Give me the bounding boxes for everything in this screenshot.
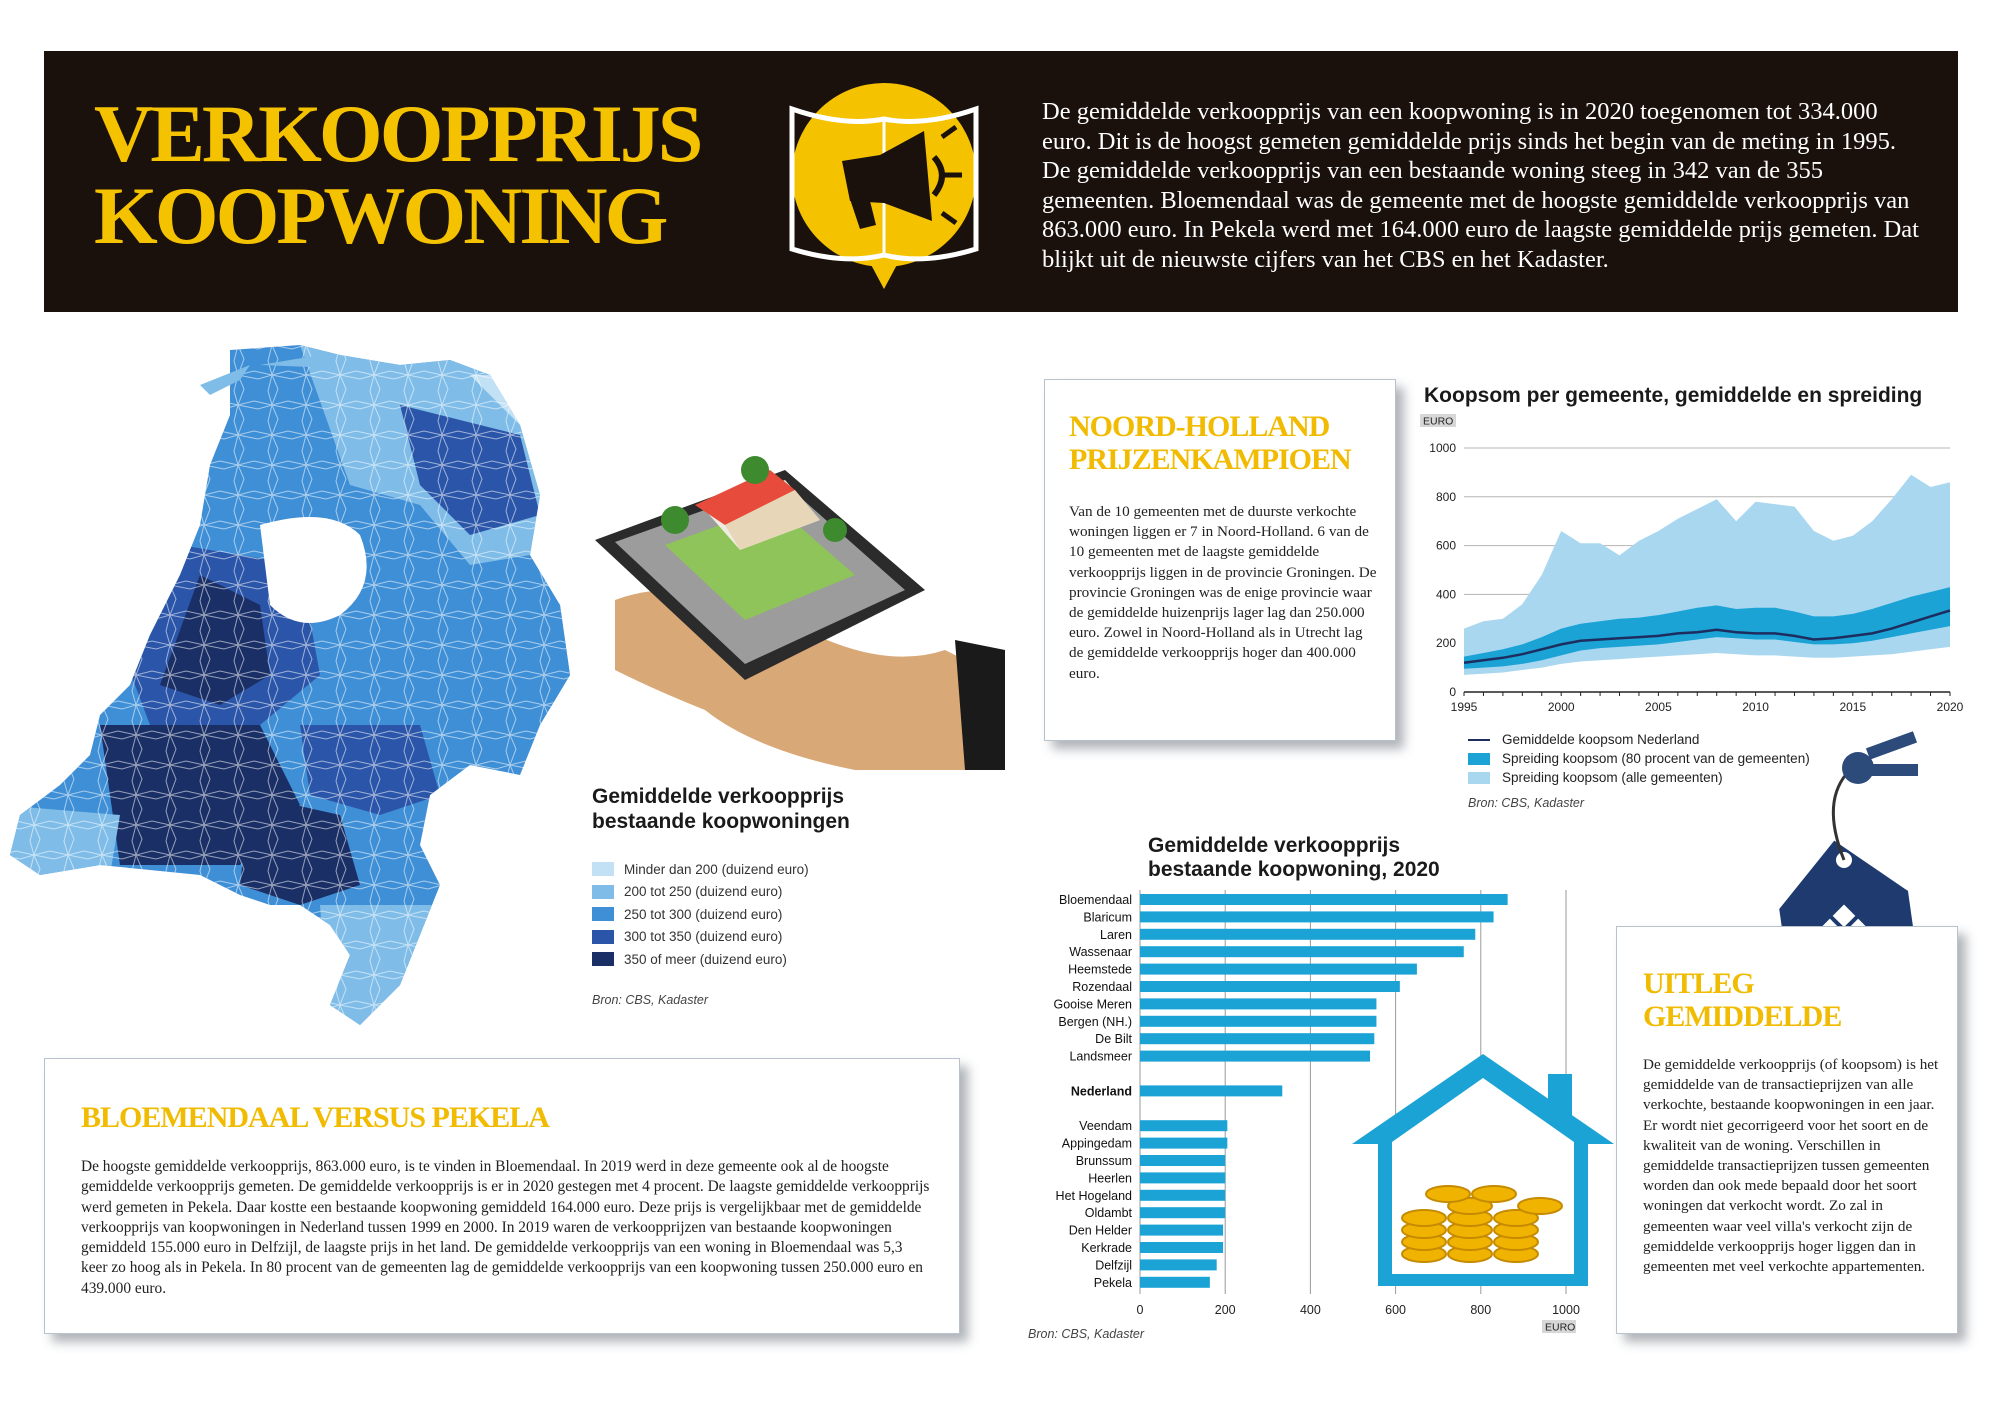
house-coins-illustration	[1352, 1054, 1614, 1286]
bar	[1140, 1172, 1225, 1183]
noord-title-line-2: PRIJZENKAMPIOEN	[1069, 443, 1351, 476]
bar	[1140, 998, 1376, 1009]
bar	[1140, 1155, 1225, 1166]
uitleg-text: De gemiddelde verkoopprijs (of koopsom) is het gemiddelde van de transactieprijzen van alle verkochte, bestaande koopwoningen in een jaar. Er wordt niet gecorrigeerd voor het soort en de kwaliteit van de woning. Verschillen in gemiddelde transactieprijzen tussen gemeenten worden dan ook mede bepaald door het soort woningen dat verkocht wordt. Zo zal in gemeenten waar veel villa's verkocht zijn de gemiddelde verkoopprijs hoger liggen dan in gemeenten met veel verkochte appartementen.	[1643, 1056, 1939, 1276]
noord-holland-title	[1069, 410, 1351, 476]
x-tick-label: 2005	[1645, 700, 1672, 714]
map-legend-swatch	[592, 930, 614, 944]
y-tick-label: 400	[1435, 587, 1456, 602]
area-legend-label: Spreiding koopsom (alle gemeenten)	[1502, 770, 1723, 785]
page-title	[94, 88, 701, 261]
noord-title-line-1: NOORD-HOLLAND	[1069, 410, 1330, 443]
x-tick-label: 2000	[1547, 700, 1575, 714]
category-label: Bergen (NH.)	[1058, 1014, 1132, 1029]
category-label: Rozendaal	[1072, 980, 1132, 994]
x-tick-label: 2015	[1839, 700, 1867, 714]
map-legend-swatch	[592, 952, 614, 966]
area-legend-swatch	[1468, 753, 1490, 765]
map-legend-title-line-2: bestaande koopwoningen	[592, 810, 850, 833]
bar	[1140, 1190, 1225, 1201]
map-legend	[592, 784, 972, 1007]
bar	[1140, 1051, 1370, 1062]
category-label: Delfzijl	[1095, 1258, 1132, 1273]
x-tick-label: 800	[1470, 1303, 1492, 1317]
title-line-1: VERKOOPPRIJS	[94, 88, 701, 179]
bloemendaal-title: BLOEMENDAAL VERSUS PEKELA	[81, 1101, 549, 1134]
x-tick-label: 2010	[1742, 700, 1769, 714]
area-legend-item	[1468, 749, 1810, 768]
x-tick-label: 1995	[1450, 700, 1478, 714]
uitleg-title-line-2: GEMIDDELDE	[1643, 1000, 1842, 1033]
bar	[1140, 946, 1464, 957]
map-source: Bron: CBS, Kadaster	[592, 992, 709, 1007]
category-label: Bloemendaal	[1059, 893, 1132, 907]
uitleg-title-line-1: UITLEG	[1643, 967, 1754, 1000]
category-label: Appingedam	[1061, 1136, 1132, 1151]
bar	[1140, 1207, 1225, 1218]
bloemendaal-text: De hoogste gemiddelde verkoopprijs, 863.000 euro, is te vinden in Bloemendaal. In 2019 werd in deze gemeente ook al de hoogste gemiddelde verkoopprijs gemeten. De gemiddelde verkoopprijs is er in 2020 gestegen met 4 procent. De laagste gemiddelde verkoopprijs werd gemeten in Pekela. Daar kostte een bestaande koopwoning gemiddeld 164.000 euro. Deze prijs is vergelijkbaar met de gemiddelde verkoopprijs van koopwoningen in Nederland tussen 1999 en 2000. In 2019 waren de verkoopprijzen van bestaande koopwoningen gemiddeld 155.000 euro in Delfzijl, de laagste prijs in het land. De gemiddelde verkoopprijs van een woning in Bloemendaal was 5,3 keer zo hoog als in Pekela. In 80 procent van de gemeenten lag de gemiddelde verkoopprijs van een koopwoning tussen 250.000 euro en 439.000 euro.	[81, 1158, 930, 1297]
map-legend-swatch	[592, 885, 614, 899]
area-legend-item	[1468, 730, 1810, 749]
bar	[1140, 1225, 1223, 1236]
category-label: Gooise Meren	[1053, 997, 1132, 1012]
category-label: Heerlen	[1088, 1171, 1132, 1186]
bar-title-line-2: bestaande koopwoning, 2020	[1148, 858, 1440, 881]
category-label: Heemstede	[1068, 962, 1132, 977]
map-legend-label: 350 of meer (duizend euro)	[624, 951, 787, 967]
bar	[1140, 1120, 1227, 1131]
area-legend-swatch	[1468, 772, 1490, 784]
category-label: Pekela	[1093, 1275, 1132, 1290]
area-legend-label: Spreiding koopsom (80 procent van de gemeenten)	[1502, 751, 1810, 766]
title-line-2: KOOPWONING	[94, 170, 666, 261]
y-tick-label: 200	[1435, 636, 1456, 651]
area-legend-item	[1468, 768, 1810, 787]
category-label: Het Hogeland	[1055, 1188, 1132, 1203]
unit-label: EURO	[1423, 415, 1454, 428]
map-legend-title-line-1: Gemiddelde verkoopprijs	[592, 785, 845, 808]
x-tick-label: 1000	[1552, 1303, 1580, 1317]
map-legend-item	[592, 948, 972, 971]
phone-house-illustration	[555, 450, 1005, 770]
map-legend-label: 250 tot 300 (duizend euro)	[624, 906, 783, 922]
bar-title-line-1: Gemiddelde verkoopprijs	[1148, 834, 1401, 857]
category-label: Laren	[1100, 927, 1132, 942]
y-tick-label: 800	[1435, 489, 1456, 504]
header-banner	[44, 51, 1958, 312]
area-chart-legend	[1468, 730, 1810, 787]
map-legend-label: 200 tot 250 (duizend euro)	[624, 884, 783, 900]
megaphone-icon	[784, 79, 984, 289]
bar-chart-title	[1148, 834, 1440, 882]
category-label: Kerkrade	[1081, 1241, 1132, 1255]
area-chart-source: Bron: CBS, Kadaster	[1468, 796, 1585, 810]
x-tick-label: 600	[1385, 1303, 1407, 1317]
y-tick-label: 600	[1435, 538, 1456, 553]
category-label: De Bilt	[1095, 1032, 1132, 1047]
bar	[1140, 929, 1475, 940]
category-label: Brunssum	[1075, 1154, 1132, 1168]
netherlands-map	[0, 345, 590, 1035]
bar	[1140, 911, 1494, 922]
y-tick-label: 1000	[1429, 441, 1456, 455]
category-label: Veendam	[1079, 1119, 1132, 1134]
category-label: Nederland	[1070, 1084, 1132, 1099]
uitleg-title	[1643, 967, 1841, 1033]
area-chart-title: Koopsom per gemeente, gemiddelde en spreiding	[1424, 384, 1923, 407]
bar	[1140, 981, 1400, 992]
noord-holland-box	[1044, 379, 1396, 741]
bar	[1140, 1085, 1282, 1096]
x-tick-label: 400	[1299, 1303, 1321, 1317]
category-label: Den Helder	[1068, 1223, 1132, 1238]
map-legend-list	[592, 858, 972, 971]
bar	[1140, 1242, 1223, 1253]
map-legend-item	[592, 926, 972, 949]
area-chart	[1420, 414, 1964, 720]
bar	[1140, 1033, 1374, 1044]
bar-chart-source: Bron: CBS, Kadaster	[1028, 1327, 1145, 1341]
x-tick-label: 0	[1136, 1303, 1144, 1317]
noord-holland-text: Van de 10 gemeenten met de duurste verkochte woningen liggen er 7 in Noord-Holland. 6 van de 10 gemeenten met de laagste gemiddelde verkoopprijs liggen in de provincie Groningen. De provincie Groningen was de enige provincie waar de gemiddelde huizenprijs lager lag dan 250.000 euro. Zowel in Noord-Holland als in Utrecht lag de gemiddelde verkoopprijs hoger dan 400.000 euro.	[1069, 503, 1377, 682]
uitleg-box	[1616, 926, 1958, 1334]
x-tick-label: 200	[1214, 1303, 1236, 1317]
bar	[1140, 964, 1417, 975]
y-tick-label: 0	[1449, 685, 1456, 699]
map-legend-item	[592, 903, 972, 926]
bar	[1140, 894, 1508, 905]
x-tick-label: 2020	[1936, 700, 1964, 714]
map-legend-swatch	[592, 907, 614, 921]
area-legend-label: Gemiddelde koopsom Nederland	[1502, 732, 1700, 747]
map-legend-title	[592, 784, 972, 834]
category-label: Oldambt	[1084, 1206, 1132, 1221]
map-legend-label: 300 tot 350 (duizend euro)	[624, 929, 783, 945]
category-label: Wassenaar	[1069, 945, 1132, 960]
category-label: Blaricum	[1083, 910, 1132, 925]
bar	[1140, 1277, 1210, 1288]
bloemendaal-box	[44, 1058, 960, 1334]
bar	[1140, 1138, 1227, 1149]
unit-label: EURO	[1545, 1321, 1576, 1334]
map-legend-swatch	[592, 862, 614, 876]
intro-text: De gemiddelde verkoopprijs van een koopwoning is in 2020 toegenomen tot 334.000 euro. Dit is de hoogst gemeten gemiddelde prijs sinds het begin van de meting in 1995. De gemiddelde verkoopprijs van een bestaande woning steeg in 342 van de 355 gemeenten. Bloemendaal was de gemeente met de hoogste gemiddelde verkoopprijs van 863.000 euro. In Pekela werd met 164.000 euro de laagste gemiddelde prijs gemeten. Dat blijkt uit de nieuwste cijfers van het CBS en het Kadaster.	[1042, 98, 1919, 273]
map-legend-item	[592, 881, 972, 904]
map-legend-label: Minder dan 200 (duizend euro)	[624, 861, 809, 877]
bar	[1140, 1259, 1217, 1270]
map-legend-item	[592, 858, 972, 881]
category-label: Landsmeer	[1069, 1049, 1132, 1064]
area-legend-swatch	[1468, 739, 1490, 741]
bar	[1140, 1016, 1376, 1027]
